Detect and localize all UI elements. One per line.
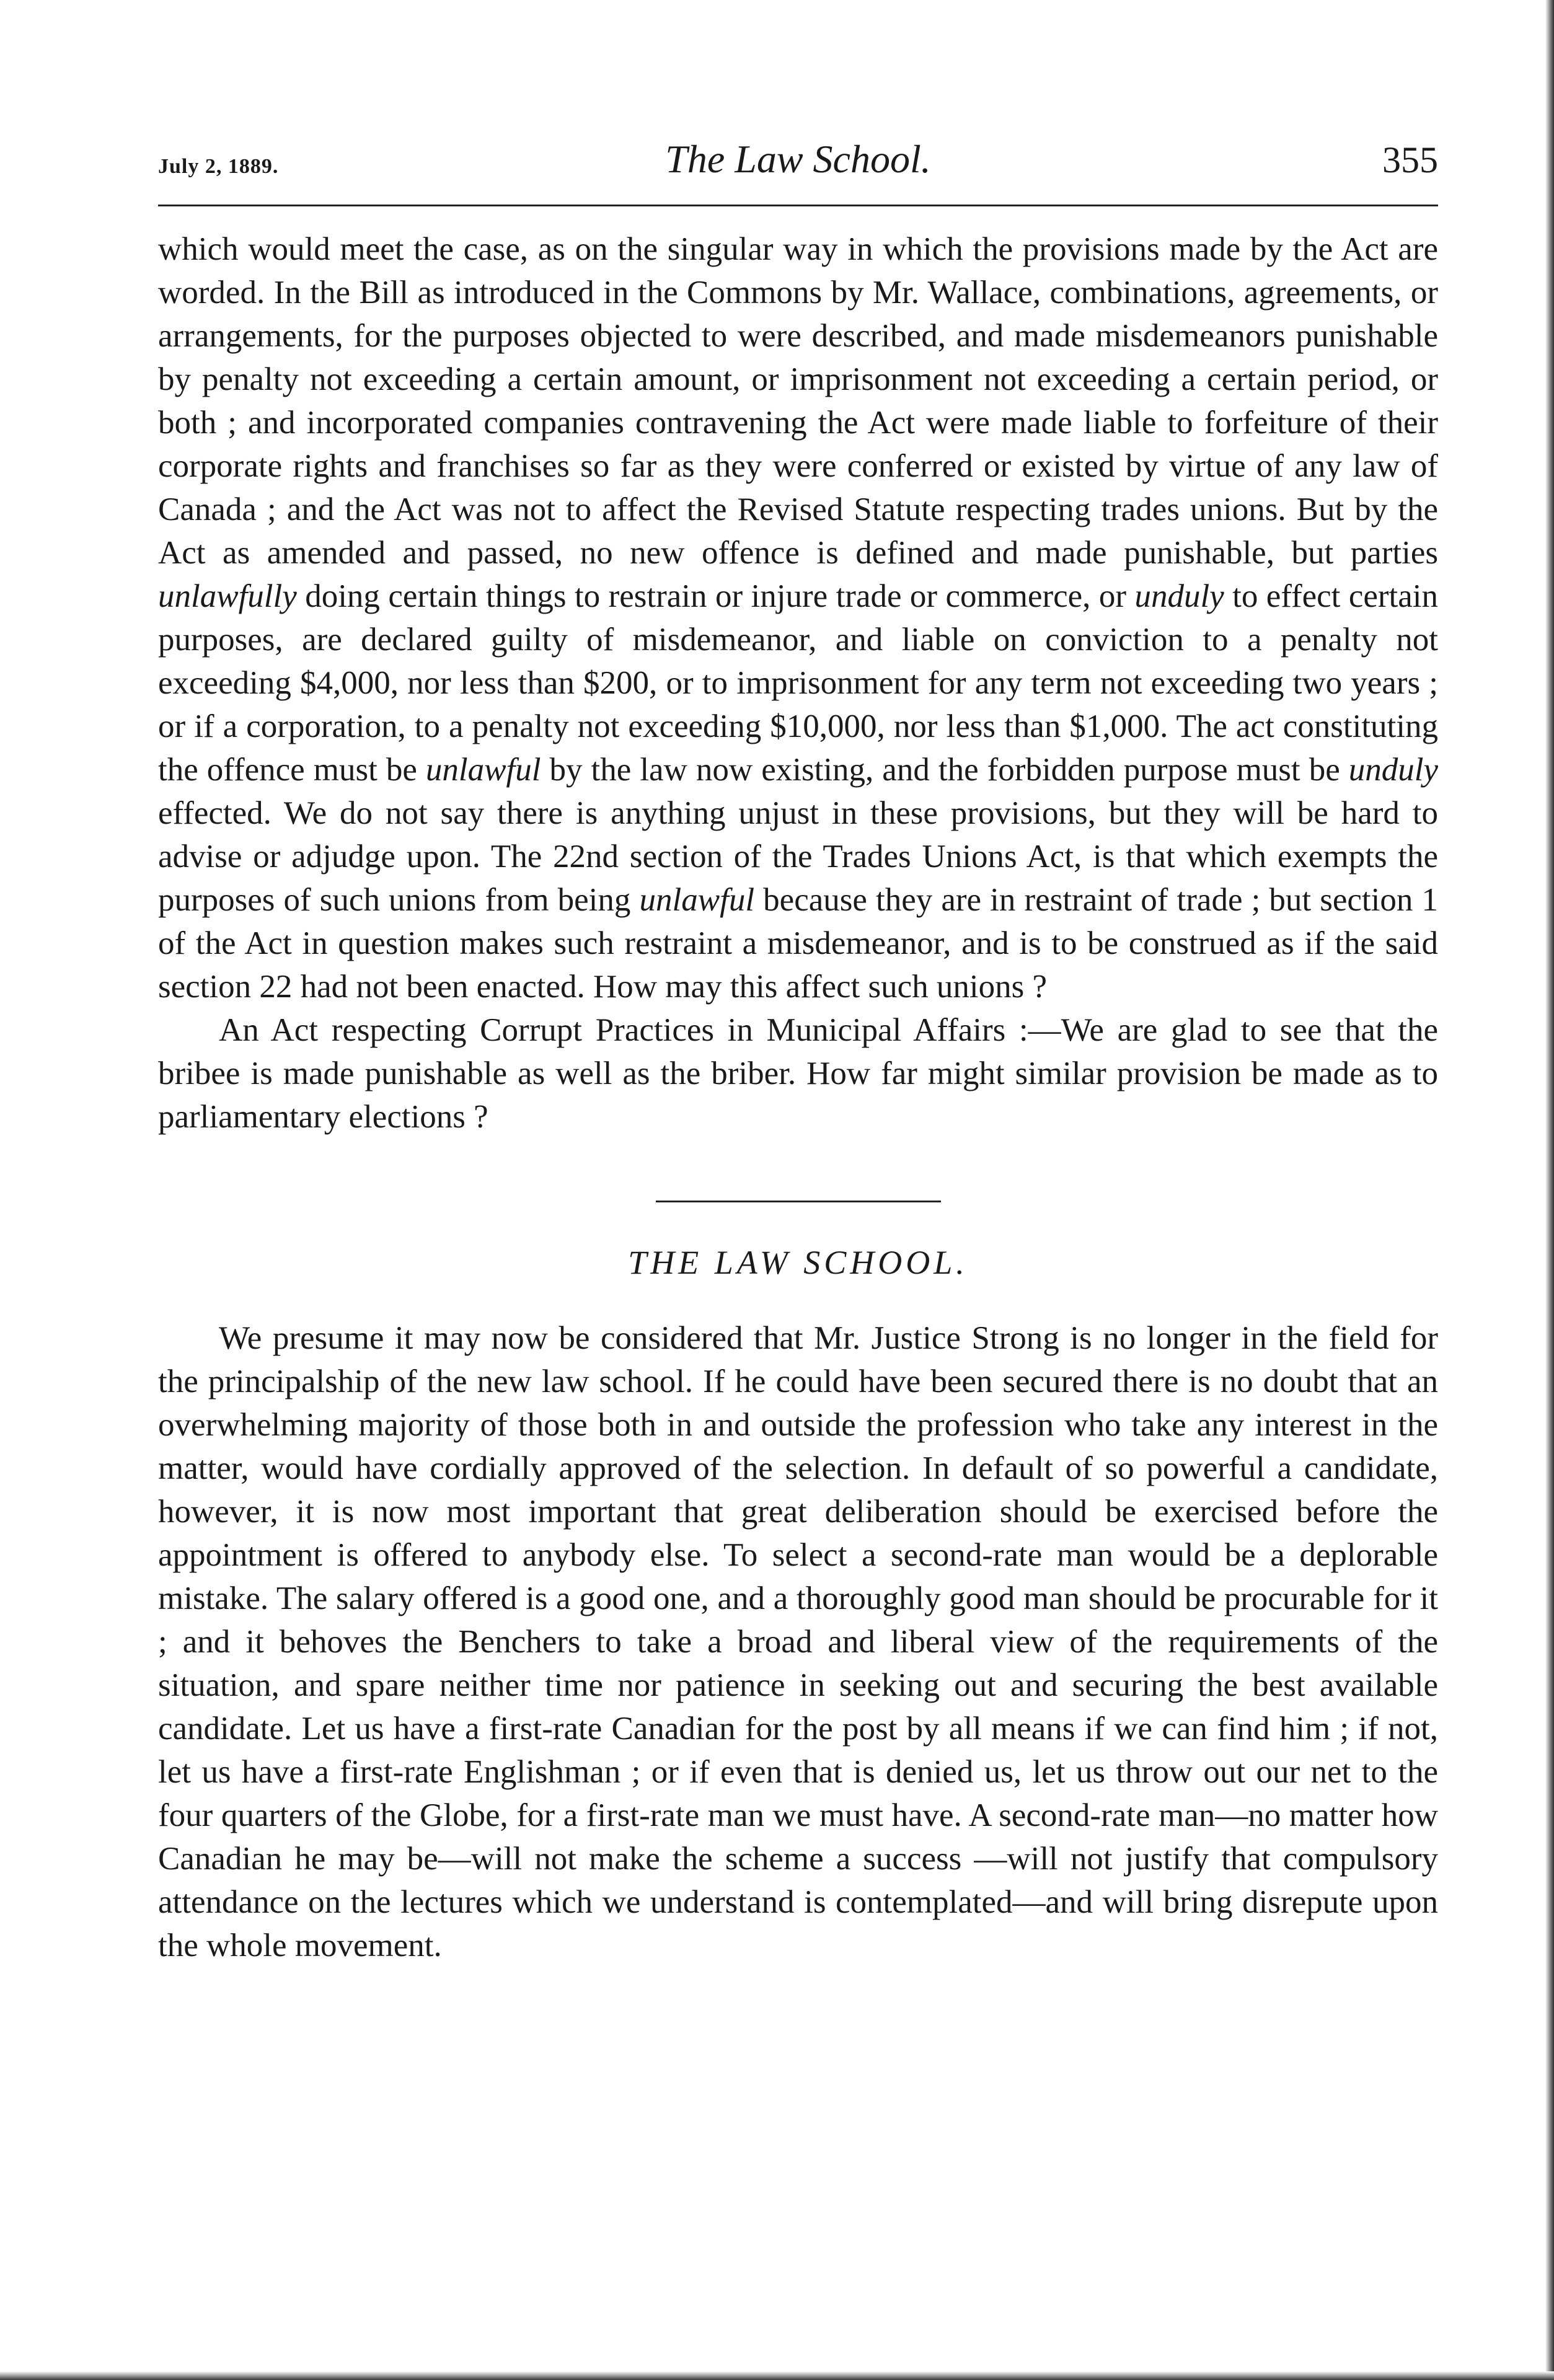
section-divider xyxy=(656,1201,941,1202)
text-run: because they are in restraint of trade ; but section 1 of the Act in question makes such restraint a misdemeanor, and is to be construed as if the said section 22 had not been enacted. How may this affect such unions ? xyxy=(158,882,1438,1005)
scan-shadow-right xyxy=(1545,0,1554,2380)
running-head xyxy=(158,136,1438,206)
continued-article xyxy=(158,227,1438,1139)
text-run: to effect certain purposes, are declared guilty of misdemeanor, and liable on conviction to a penalty not exceeding $4,000, nor less than $200, or to imprisonment for any term not exceeding two years ; or if a corporation, to a penalty not exceeding $10,000, nor less than $1,000. The act constituting the offence must be xyxy=(158,578,1438,788)
section-heading: THE LAW SCHOOL. xyxy=(628,1244,968,1281)
emphasis-run: unlawfully xyxy=(158,578,297,614)
text-run: effected. We do not say there is anything unjust in these provisions, but they will be hard to advise or adjudge upon. The 22nd section of the Trades Unions Act, is that which exempts the purposes of such unions from being xyxy=(158,795,1438,918)
emphasis-run: unduly xyxy=(1348,752,1439,788)
scan-shadow-bottom xyxy=(0,2371,1554,2380)
article-paragraph-1 xyxy=(158,227,1438,1008)
text-run: which would meet the case, as on the singular way in which the provisions made by the Act are worded. In the Bill as introduced in the Commons by Mr. Wallace, combinations, agreements, or arrangements, for the purposes objected to were described, and made misdemeanors punishable by penalty not exceeding a certain amount, or imprisonment not exceeding a certain period, or both ; and incorporated companies contravening the Act were made liable to forfeiture of their corporate rights and franchises so far as they were conferred or existed by virtue of any law of Canada ; and the Act was not to affect the Revised Statute respecting trades unions. But by the Act as amended and passed, no new offence is defined and made punishable, but parties xyxy=(158,231,1438,571)
text-run: doing certain things to restrain or injure trade or commerce, or xyxy=(296,578,1135,614)
emphasis-run: unlawful xyxy=(639,882,755,918)
text-run: by the law now existing, and the forbidden purpose must be xyxy=(541,752,1349,788)
law-school-paragraph: We presume it may now be considered that Mr. Justice Strong is no longer in the field for the principalship of the new law school. If he could have been secured there is no doubt that an overwhelming majority of those both in and outside the profession who take any interest in the matter, would have cordially approved of the selection. In default of so powerful a candidate, however, it is now most important that great deliberation should be exercised before the appointment is offered to anybody else. To select a second-rate man would be a deplorable mistake. The salary offered is a good one, and a thoroughly good man should be procurable for it ; and it behoves the Benchers to take a broad and liberal view of the requirements of the situation, and spare neither time nor patience in seeking out and securing the best available candidate. Let us have a first-rate Canadian for the post by all means if we can find him ; if not, let us have a first-rate Englishman ; or if even that is denied us, let us throw out our net to the four quarters of the Globe, for a first-rate man we must have. A second-rate man—no matter how Canadian he may be—will not make the scheme a success —will not justify that compulsory attendance on the lectures which we understand is contemplated—and will bring disrepute upon the whole movement. xyxy=(158,1320,1438,1963)
law-school-article xyxy=(158,1316,1438,1967)
issue-date: July 2, 1889. xyxy=(158,155,279,178)
emphasis-run: unlawful xyxy=(425,752,541,788)
journal-title: The Law School. xyxy=(665,137,931,181)
journal-page xyxy=(158,136,1438,1967)
emphasis-run: unduly xyxy=(1134,578,1224,614)
page-number: 355 xyxy=(1382,139,1438,180)
article-paragraph-2: An Act respecting Corrupt Practices in Municipal Affairs :—We are glad to see that the bribee is made punishable as well as the briber. How far might similar provision be made as to parliamentary elections ? xyxy=(158,1012,1438,1135)
